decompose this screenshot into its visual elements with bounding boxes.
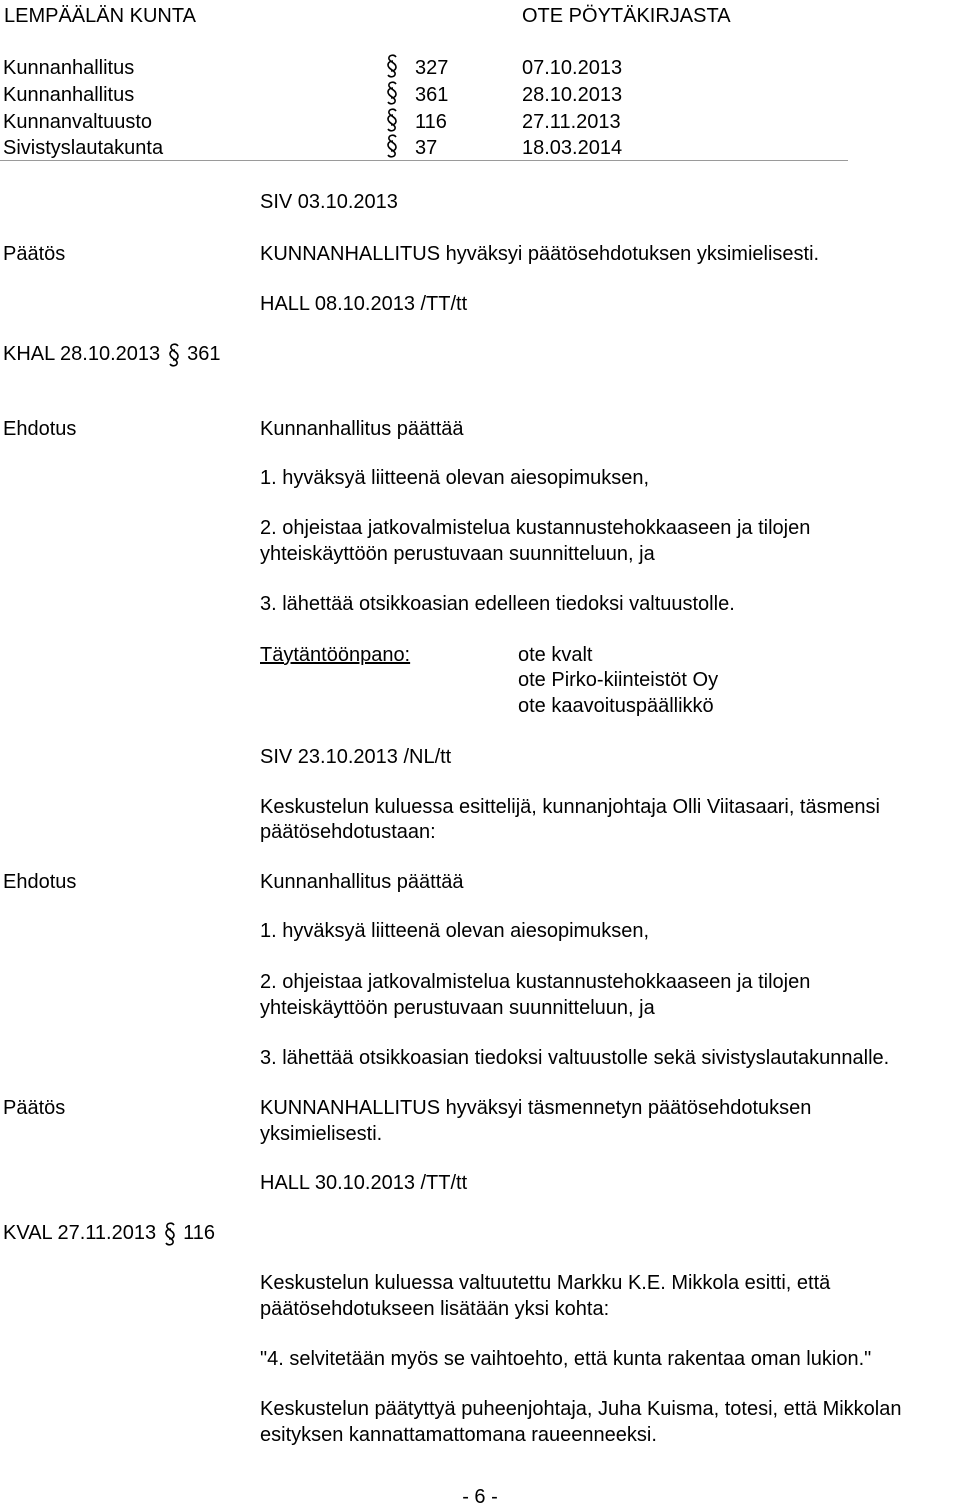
section-sign-icon	[385, 108, 399, 130]
section-sign-icon	[385, 54, 399, 76]
proposal-item: 2. ohjeistaa jatkovalmistelua kustannustehokkaaseen ja tilojen	[260, 971, 811, 993]
header-divider	[0, 160, 848, 161]
section-sign-icon	[163, 1222, 177, 1244]
conclusion-text: Keskustelun päätyttyä puheenjohtaja, Juha Kuisma, totesi, että Mikkolan	[260, 1398, 902, 1420]
meeting-date: 07.10.2013	[522, 57, 623, 79]
section-sign-icon	[385, 81, 399, 103]
proposal-intro: Kunnanhallitus päättää	[260, 418, 464, 440]
signature: SIV 23.10.2013 /NL/tt	[260, 746, 452, 768]
execution-item: ote Pirko-kiinteistöt Oy	[518, 669, 719, 691]
execution-item: ote kvalt	[518, 644, 593, 666]
kval-heading-date: KVAL 27.11.2013	[3, 1222, 157, 1244]
decision-text: KUNNANHALLITUS hyväksyi täsmennetyn päätösehdotuksen	[260, 1097, 812, 1119]
siv-heading: SIV 03.10.2013	[260, 191, 398, 213]
meeting-body: Kunnanvaltuusto	[3, 111, 153, 133]
meeting-row	[3, 82, 663, 108]
municipality-name: LEMPÄÄLÄN KUNTA	[4, 5, 196, 27]
section-sign-icon	[385, 134, 399, 156]
kval-heading	[3, 1220, 215, 1246]
section-sign-icon	[167, 343, 181, 365]
khal-heading-number: 361	[187, 343, 221, 365]
discussion-text: Keskustelun kuluessa valtuutettu Markku K.E. Mikkola esitti, että	[260, 1272, 831, 1294]
document-type: OTE PÖYTÄKIRJASTA	[522, 5, 731, 27]
conclusion-text: esityksen kannattamattomana raueenneeksi.	[260, 1424, 657, 1446]
proposal-item: 1. hyväksyä liitteenä olevan aiesopimuksen,	[260, 920, 650, 942]
page-number: - 6 -	[462, 1486, 498, 1508]
discussion-text: päätösehdotustaan:	[260, 821, 436, 843]
proposal-item: 3. lähettää otsikkoasian edelleen tiedoksi valtuustolle.	[260, 593, 735, 615]
meeting-number: 361	[415, 84, 449, 106]
quoted-motion: "4. selvitetään myös se vaihtoehto, että kunta rakentaa oman lukion."	[260, 1348, 872, 1370]
meeting-date: 18.03.2014	[522, 137, 623, 159]
proposal-item-continued: yhteiskäyttöön perustuvaan suunnitteluun, ja	[260, 997, 655, 1019]
meeting-body: Sivistyslautakunta	[3, 137, 164, 159]
meeting-number: 327	[415, 57, 449, 79]
meeting-row	[3, 135, 663, 161]
decision-label: Päätös	[3, 1097, 66, 1119]
meeting-number: 116	[415, 111, 447, 133]
proposal-item: 1. hyväksyä liitteenä olevan aiesopimuksen,	[260, 467, 650, 489]
khal-heading-date: KHAL 28.10.2013	[3, 343, 161, 365]
decision-text: yksimielisesti.	[260, 1123, 383, 1145]
proposal-item: 3. lähettää otsikkoasian tiedoksi valtuustolle sekä sivistyslautakunnalle.	[260, 1047, 890, 1069]
khal-heading	[3, 341, 221, 367]
meeting-date: 27.11.2013	[522, 111, 621, 133]
signature: HALL 08.10.2013 /TT/tt	[260, 293, 468, 315]
meeting-body: Kunnanhallitus	[3, 57, 135, 79]
proposal-item: 2. ohjeistaa jatkovalmistelua kustannustehokkaaseen ja tilojen	[260, 517, 811, 539]
proposal-label: Ehdotus	[3, 418, 77, 440]
meeting-body: Kunnanhallitus	[3, 84, 135, 106]
signature: HALL 30.10.2013 /TT/tt	[260, 1172, 468, 1194]
execution-label: Täytäntöönpano:	[260, 644, 411, 666]
meeting-number: 37	[415, 137, 438, 159]
execution-item: ote kaavoituspäällikkö	[518, 695, 714, 717]
proposal-label: Ehdotus	[3, 871, 77, 893]
discussion-text: Keskustelun kuluessa esittelijä, kunnanjohtaja Olli Viitasaari, täsmensi	[260, 796, 880, 818]
proposal-intro: Kunnanhallitus päättää	[260, 871, 464, 893]
meeting-date: 28.10.2013	[522, 84, 623, 106]
meeting-row	[3, 109, 663, 135]
proposal-item-continued: yhteiskäyttöön perustuvaan suunnitteluun, ja	[260, 543, 655, 565]
meeting-row	[3, 55, 663, 81]
kval-heading-number: 116	[183, 1222, 215, 1244]
decision-text: KUNNANHALLITUS hyväksyi päätösehdotuksen yksimielisesti.	[260, 243, 820, 265]
decision-label: Päätös	[3, 243, 66, 265]
discussion-text: päätösehdotukseen lisätään yksi kohta:	[260, 1298, 610, 1320]
